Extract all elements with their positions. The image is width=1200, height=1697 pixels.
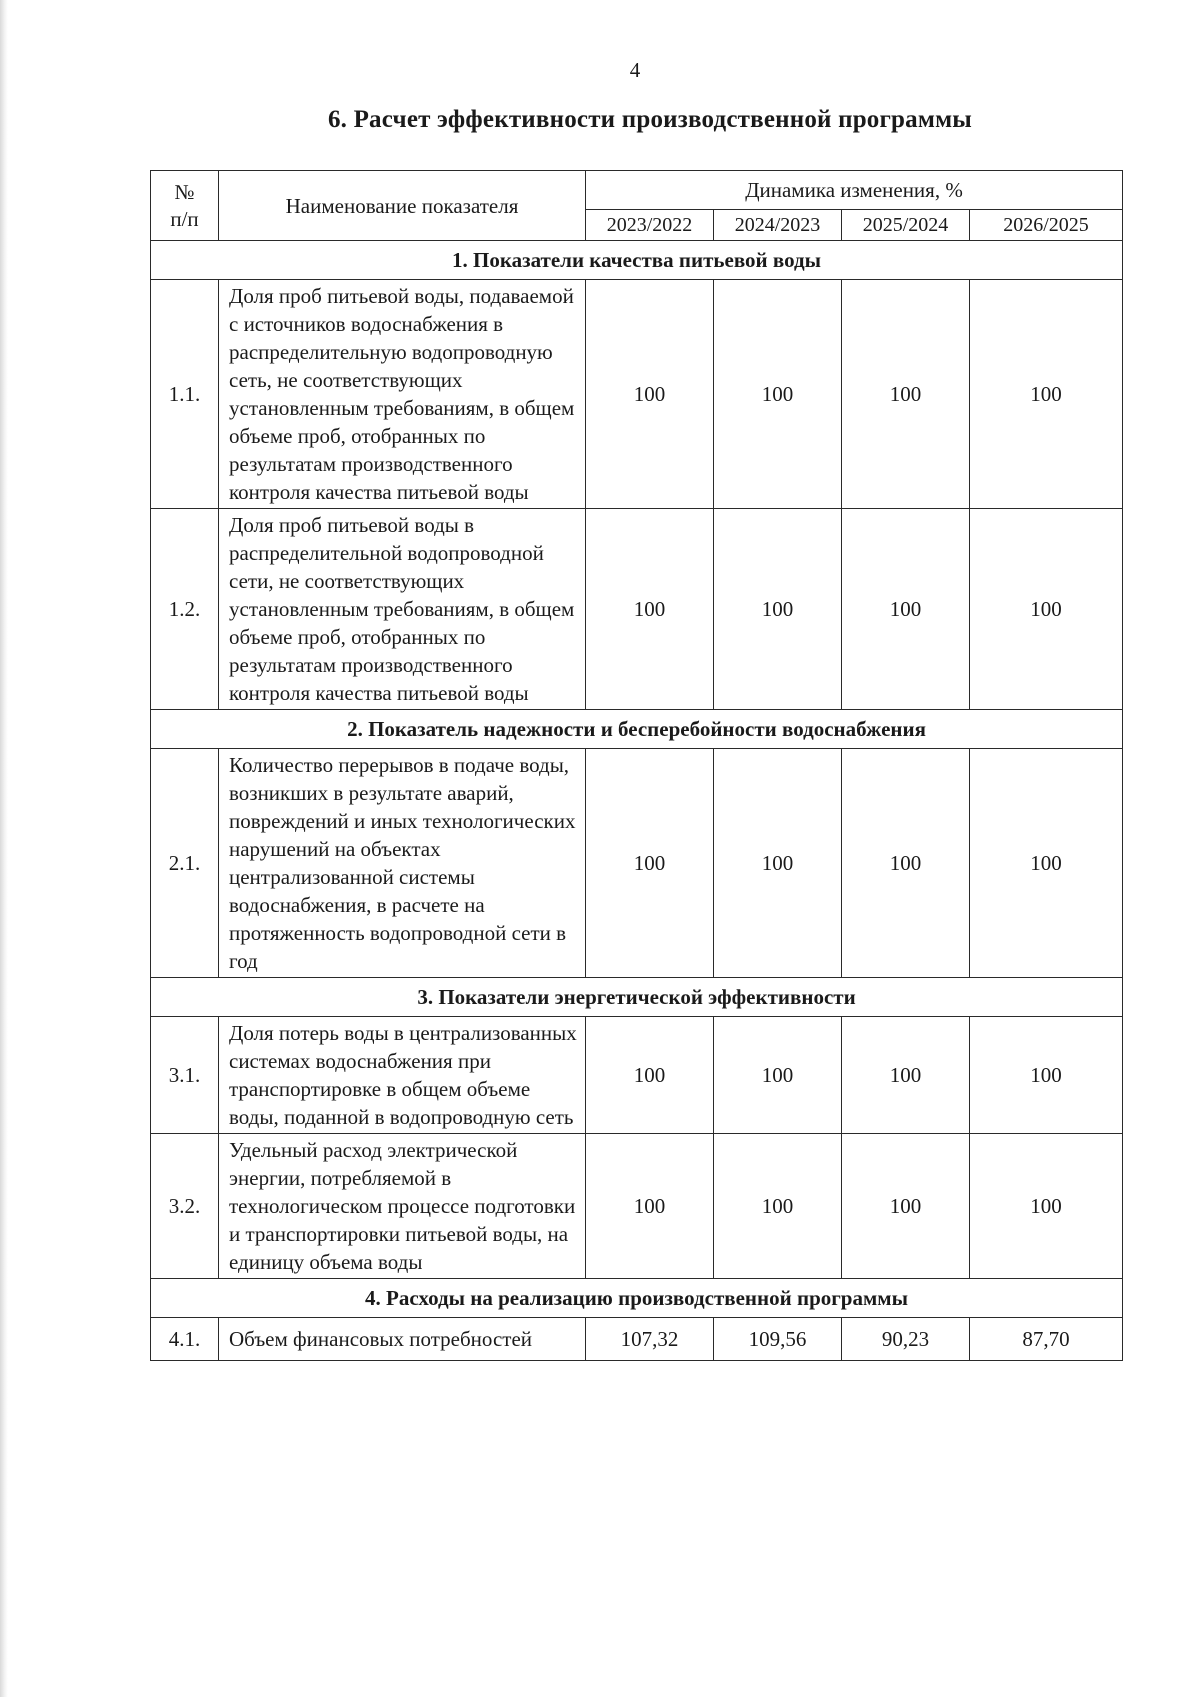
row-value: 100 — [970, 1017, 1123, 1134]
section-header-row — [151, 241, 1123, 280]
row-number: 3.1. — [151, 1017, 219, 1134]
row-value: 87,70 — [970, 1318, 1123, 1361]
row-value: 100 — [714, 1134, 842, 1279]
row-number: 1.2. — [151, 509, 219, 710]
table-row — [151, 1017, 1123, 1134]
row-number: 2.1. — [151, 749, 219, 978]
row-name: Объем финансовых потребностей — [219, 1318, 586, 1361]
table-row — [151, 749, 1123, 978]
table-row — [151, 1134, 1123, 1279]
header-num-cell — [151, 171, 219, 241]
header-num-line1: № — [174, 179, 195, 204]
row-value: 100 — [970, 749, 1123, 978]
section-header-row — [151, 978, 1123, 1017]
header-year: 2025/2024 — [842, 210, 970, 241]
row-name: Доля потерь воды в централизованных системах водоснабжения при транспортировке в общем объеме воды, поданной в водопроводную сеть — [219, 1017, 586, 1134]
row-number: 1.1. — [151, 280, 219, 509]
row-value: 100 — [842, 280, 970, 509]
table-row — [151, 1318, 1123, 1361]
row-name: Доля проб питьевой воды, подаваемой с источников водоснабжения в распределительную водопроводную сеть, не соответствующих установленным требованиям, в общем объеме проб, отобранных по результатам производственного контроля качества питьевой воды — [219, 280, 586, 509]
page-title: 6. Расчет эффективности производственной программы — [327, 106, 973, 133]
row-value: 100 — [842, 749, 970, 978]
row-number: 3.2. — [151, 1134, 219, 1279]
row-value: 100 — [970, 280, 1123, 509]
page-number: 4 — [629, 58, 641, 82]
table-row — [151, 509, 1123, 710]
indicators-table — [150, 170, 1123, 1361]
row-value: 100 — [842, 1017, 970, 1134]
row-name: Количество перерывов в подаче воды, возникших в результате аварий, повреждений и иных технологических нарушений на объектах централизованной системы водоснабжения, в расчете на протяженность водопроводной сети в год — [219, 749, 586, 978]
row-value: 100 — [586, 1134, 714, 1279]
row-value: 100 — [586, 509, 714, 710]
section-title: 1. Показатели качества питьевой воды — [151, 241, 1123, 280]
section-header-row — [151, 1279, 1123, 1318]
section-header-row — [151, 710, 1123, 749]
row-name: Удельный расход электрической энергии, потребляемой в технологическом процессе подготовки и транспортировки питьевой воды, на единицу объема воды — [219, 1134, 586, 1279]
table-row — [151, 280, 1123, 509]
row-value: 100 — [842, 509, 970, 710]
row-value: 100 — [714, 1017, 842, 1134]
row-value: 90,23 — [842, 1318, 970, 1361]
row-value: 100 — [586, 749, 714, 978]
row-name: Доля проб питьевой воды в распределительной водопроводной сети, не соответствующих установленным требованиям, в общем объеме проб, отобранных по результатам производственного контроля качества питьевой воды — [219, 509, 586, 710]
section-title: 4. Расходы на реализацию производственной программы — [151, 1279, 1123, 1318]
header-year: 2024/2023 — [714, 210, 842, 241]
header-dynamics-cell: Динамика изменения, % — [586, 171, 1123, 210]
row-value: 107,32 — [586, 1318, 714, 1361]
row-value: 109,56 — [714, 1318, 842, 1361]
row-value: 100 — [586, 1017, 714, 1134]
section-title: 3. Показатели энергетической эффективности — [151, 978, 1123, 1017]
header-num-line2: п/п — [170, 206, 199, 231]
row-number: 4.1. — [151, 1318, 219, 1361]
header-year: 2023/2022 — [586, 210, 714, 241]
row-value: 100 — [586, 280, 714, 509]
scan-edge — [0, 0, 8, 1697]
row-value: 100 — [842, 1134, 970, 1279]
row-value: 100 — [714, 749, 842, 978]
row-value: 100 — [714, 509, 842, 710]
header-name-cell: Наименование показателя — [219, 171, 586, 241]
row-value: 100 — [970, 1134, 1123, 1279]
table-header-row — [151, 171, 1123, 210]
row-value: 100 — [714, 280, 842, 509]
header-year: 2026/2025 — [970, 210, 1123, 241]
row-value: 100 — [970, 509, 1123, 710]
section-title: 2. Показатель надежности и бесперебойности водоснабжения — [151, 710, 1123, 749]
